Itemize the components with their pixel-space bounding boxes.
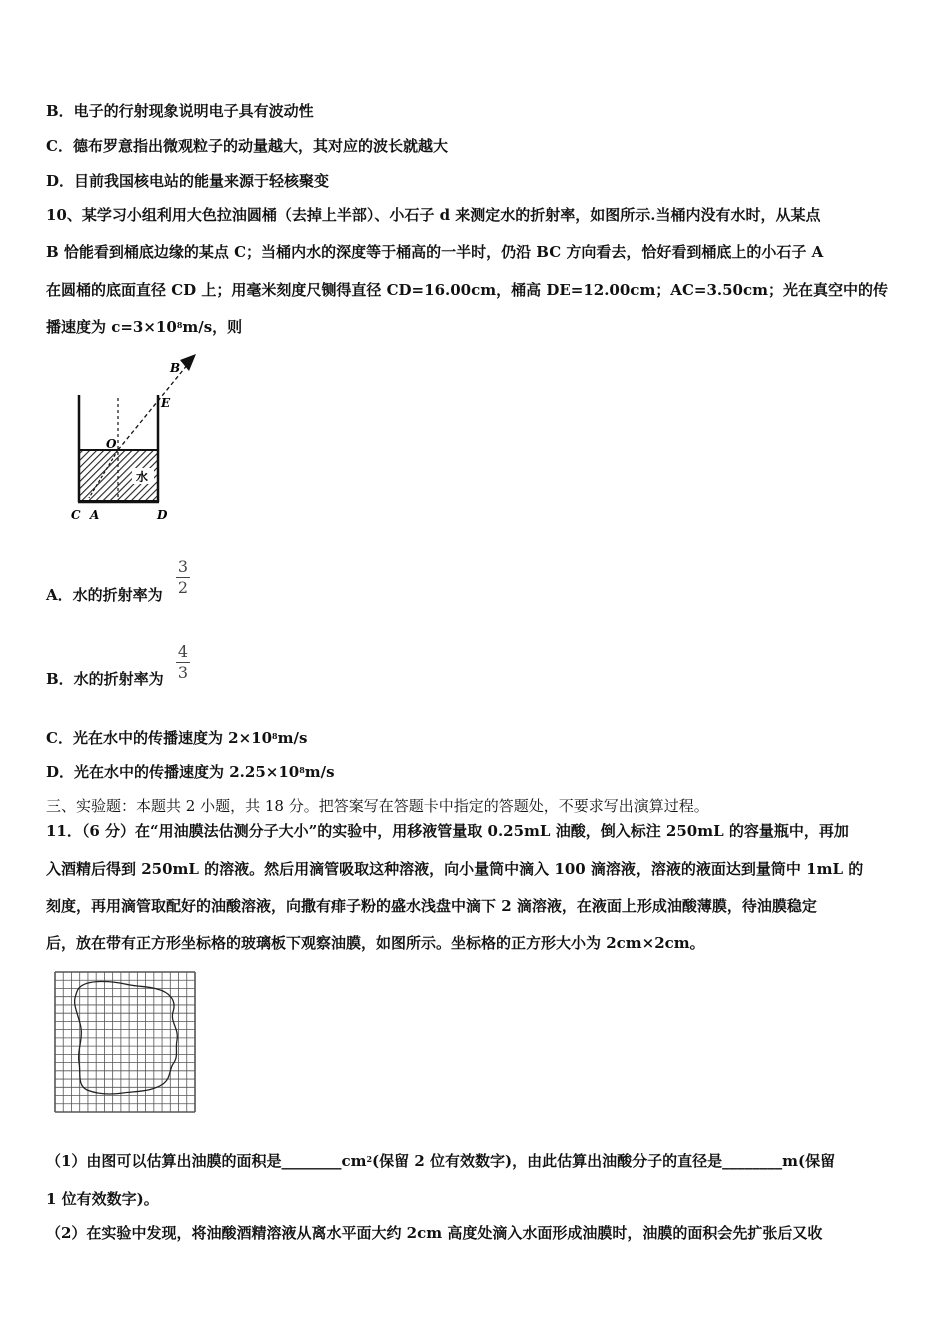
option-c-q10: C．光在水中的传播速度为 $2\times 10^8m/s$ <box>46 729 308 747</box>
q10-line4: 播速度为 $c=3\times 10^8m/s$，则 <box>46 318 243 336</box>
q11-line4: 后，放在带有正方形坐标格的玻璃板下观察油膜，如图所示。坐标格的正方形大小为 2cm×2cm。 <box>46 934 705 952</box>
label-water: 水 <box>136 470 149 484</box>
q10-line3: 在圆桶的底面直径 CD 上；用毫米刻度尺铡得直径 CD=16.00cm，桶高 DE=12.00cm；AC=3.50cm；光在真空中的传 <box>46 281 888 299</box>
bucket-diagram <box>62 350 212 525</box>
label-a: A <box>90 508 100 522</box>
q11-part1: （1）由图可以估算出油膜的面积是$\_\_\_\_\_\_\_\_cm^2$(保留 2 位有效数字)，由此估算出油酸分子的直径是________m(保留 <box>46 1152 836 1170</box>
option-b-q9: B．电子的行射现象说明电子具有波动性 <box>46 102 314 120</box>
q10-line1: 10、某学习小组利用大色拉油圆桶（去掉上半部）、小石子 d 来测定水的折射率，如图所示.当桶内没有水时，从某点 <box>46 206 821 224</box>
oil-film-grid <box>53 970 197 1115</box>
fraction-4-3: 4 3 <box>177 642 189 682</box>
label-d: D <box>157 508 168 522</box>
ray-ob <box>118 364 188 450</box>
arrow-head <box>180 354 196 371</box>
label-c: C <box>71 508 81 522</box>
option-a-q10: A．水的折射率为 <box>46 586 163 604</box>
option-b-q10: B．水的折射率为 <box>46 670 164 688</box>
option-c-q9: C．德布罗意指出微观粒子的动量越大，其对应的波长就越大 <box>46 137 448 155</box>
option-d-q10: D．光在水中的传播速度为 $2.25\times 10^8m/s$ <box>46 763 335 781</box>
q11-line1: 11．（6 分）在“用油膜法估测分子大小”的实验中，用移液管量取 0.25mL 油酸，倒入标注 250mL 的容量瓶中，再加 <box>46 822 849 840</box>
label-b: B <box>170 361 181 375</box>
label-e: E <box>161 396 171 410</box>
q11-line2: 入酒精后得到 250mL 的溶液。然后用滴管吸取这种溶液，向小量筒中滴入 100 滴溶液，溶液的液面达到量筒中 1mL 的 <box>46 860 864 878</box>
q11-part2: （2）在实验中发现，将油酸酒精溶液从离水平面大约 2cm 高度处滴入水面形成油膜时，油膜的面积会先扩张后又收 <box>46 1224 823 1242</box>
option-d-q9: D．目前我国核电站的能量来源于轻核聚变 <box>46 172 330 190</box>
q11-line3: 刻度，再用滴管取配好的油酸溶液，向撒有痱子粉的盛水浅盘中滴下 2 滴溶液，在液面上形成油酸薄膜，待油膜稳定 <box>46 897 817 915</box>
label-o: O <box>106 437 117 451</box>
q11-part1-cont: 1 位有效数字)。 <box>46 1190 159 1208</box>
section-3-heading: 三、实验题：本题共 2 小题，共 18 分。把答案写在答题卡中指定的答题处，不要求写出演算过程。 <box>46 797 709 815</box>
q10-line2: B 恰能看到桶底边缘的某点 C；当桶内水的深度等于桶高的一半时，仍沿 BC 方向看去，恰好看到桶底上的小石子 A <box>46 243 824 261</box>
fraction-3-2: 3 2 <box>177 557 189 597</box>
